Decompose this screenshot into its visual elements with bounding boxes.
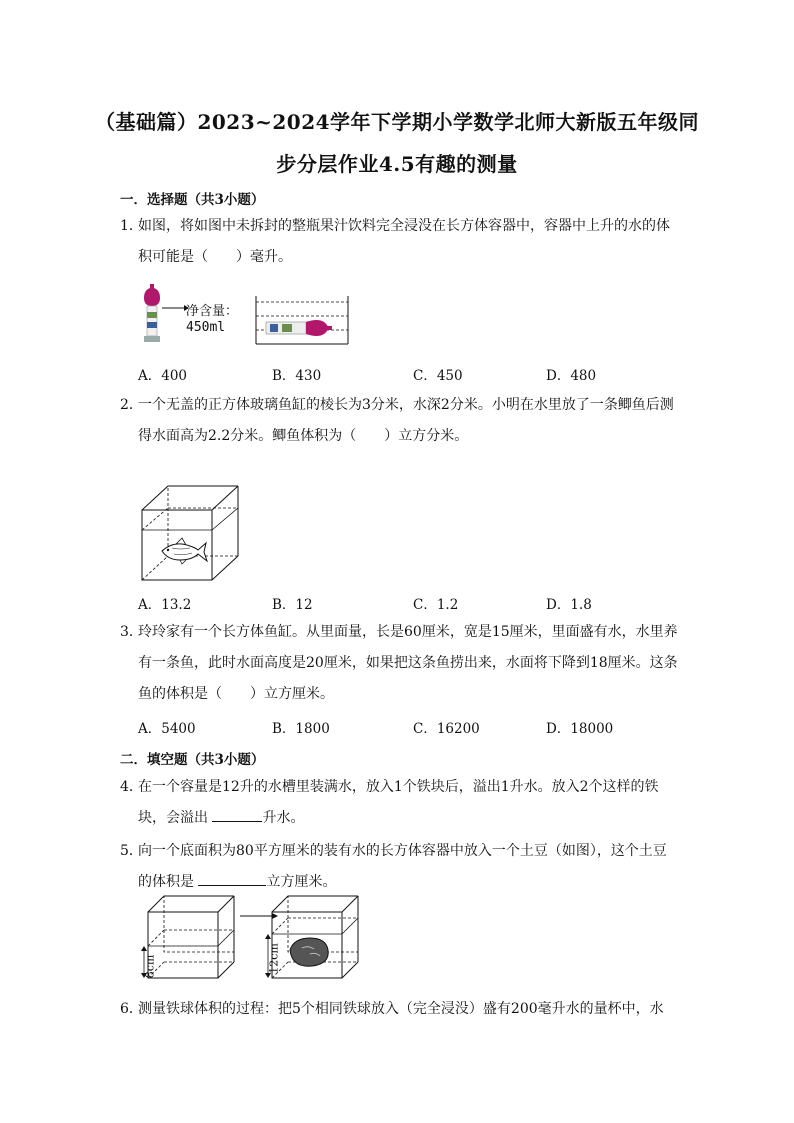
question-6: [120, 994, 680, 1025]
question-4-text-after: 升水。: [262, 810, 305, 826]
height-label-before: 8cm: [143, 954, 157, 979]
potato-container-diagram: [140, 894, 362, 980]
question-3-options: [138, 717, 678, 737]
section-fill-heading: 二．填空题（共3小题）: [120, 752, 265, 768]
question-5-figure: [140, 894, 362, 984]
option-c[interactable]: C．16200: [413, 721, 480, 737]
juice-bottle-diagram: [130, 282, 360, 348]
option-d[interactable]: D．18000: [546, 721, 614, 737]
option-c[interactable]: C．450: [413, 368, 463, 384]
option-d[interactable]: D．1.8: [546, 597, 592, 613]
option-b[interactable]: B．430: [272, 368, 322, 384]
question-1-number: 1．: [120, 218, 143, 234]
option-b[interactable]: B．12: [272, 597, 313, 613]
potato-icon: [290, 938, 328, 966]
answer-blank[interactable]: [198, 869, 266, 886]
fish-tank-diagram: [140, 484, 244, 584]
question-5-text: [120, 836, 680, 898]
question-2: [120, 390, 680, 452]
title-line-2: 步分层作业4.5有趣的测量: [276, 152, 518, 176]
fish-icon: [162, 538, 207, 564]
option-a[interactable]: A．5400: [138, 721, 196, 737]
question-3: [120, 617, 680, 710]
option-d[interactable]: D．480: [546, 368, 597, 384]
question-2-figure: [140, 484, 244, 588]
question-5: [120, 836, 680, 898]
question-1-options: [138, 364, 678, 384]
juice-bottle-icon: [144, 284, 160, 342]
question-1-figure: [130, 282, 360, 352]
option-a[interactable]: A．400: [138, 368, 188, 384]
question-5-number: 5．: [120, 843, 143, 859]
section-choice-heading: 一．选择题（共3小题）: [120, 192, 265, 208]
question-3-number: 3．: [120, 624, 143, 640]
title-line-1: （基础篇）2023~2024学年下学期小学数学北师大新版五年级同: [94, 110, 700, 134]
question-1: [120, 211, 680, 273]
net-content-label: 净含量：: [186, 304, 239, 319]
net-content-value: 450ml: [186, 320, 226, 335]
question-2-number: 2．: [120, 397, 143, 413]
height-label-after: 12cm: [267, 943, 281, 974]
answer-blank[interactable]: [212, 805, 262, 822]
question-6-number: 6．: [120, 1001, 143, 1017]
question-1-text: 如图，将如图中未拆封的整瓶果汁饮料完全浸没在长方体容器中，容器中上升的水的体积可能是（ ）毫升。: [138, 218, 670, 265]
question-4-text-before: 在一个容量是12升的水槽里装满水，放入1个铁块后，溢出1升水。放入2个这样的铁块，会溢出: [138, 779, 659, 826]
option-a[interactable]: A．13.2: [138, 597, 192, 613]
rectangular-container: [256, 296, 348, 344]
question-3-text: 玲玲家有一个长方体鱼缸。从里面量，长是60厘米，宽是15厘米，里面盛有水，水里养有一条鱼，此时水面高度是20厘米，如果把这条鱼捞出来，水面将下降到18厘米。这条鱼的体积是（ ）立方厘米。: [138, 624, 678, 702]
question-4-number: 4．: [120, 779, 143, 795]
question-2-text: 一个无盖的正方体玻璃鱼缸的棱长为3分米，水深2分米。小明在水里放了一条鲫鱼后测得水面高为2.2分米。鲫鱼体积为（ ）立方分米。: [138, 397, 674, 444]
question-5-text-after: 立方厘米。: [266, 874, 337, 890]
option-c[interactable]: C．1.2: [413, 597, 459, 613]
question-4-text: [120, 772, 680, 834]
question-2-options: [138, 593, 678, 613]
option-b[interactable]: B．1800: [272, 721, 330, 737]
question-5-text-before: 向一个底面积为80平方厘米的装有水的长方体容器中放入一个土豆（如图），这个土豆的体积是: [138, 843, 667, 890]
question-4: [120, 772, 680, 834]
question-6-text: 测量铁球体积的过程：把5个相同铁球放入（完全浸没）盛有200毫升水的量杯中，水: [138, 1001, 664, 1017]
